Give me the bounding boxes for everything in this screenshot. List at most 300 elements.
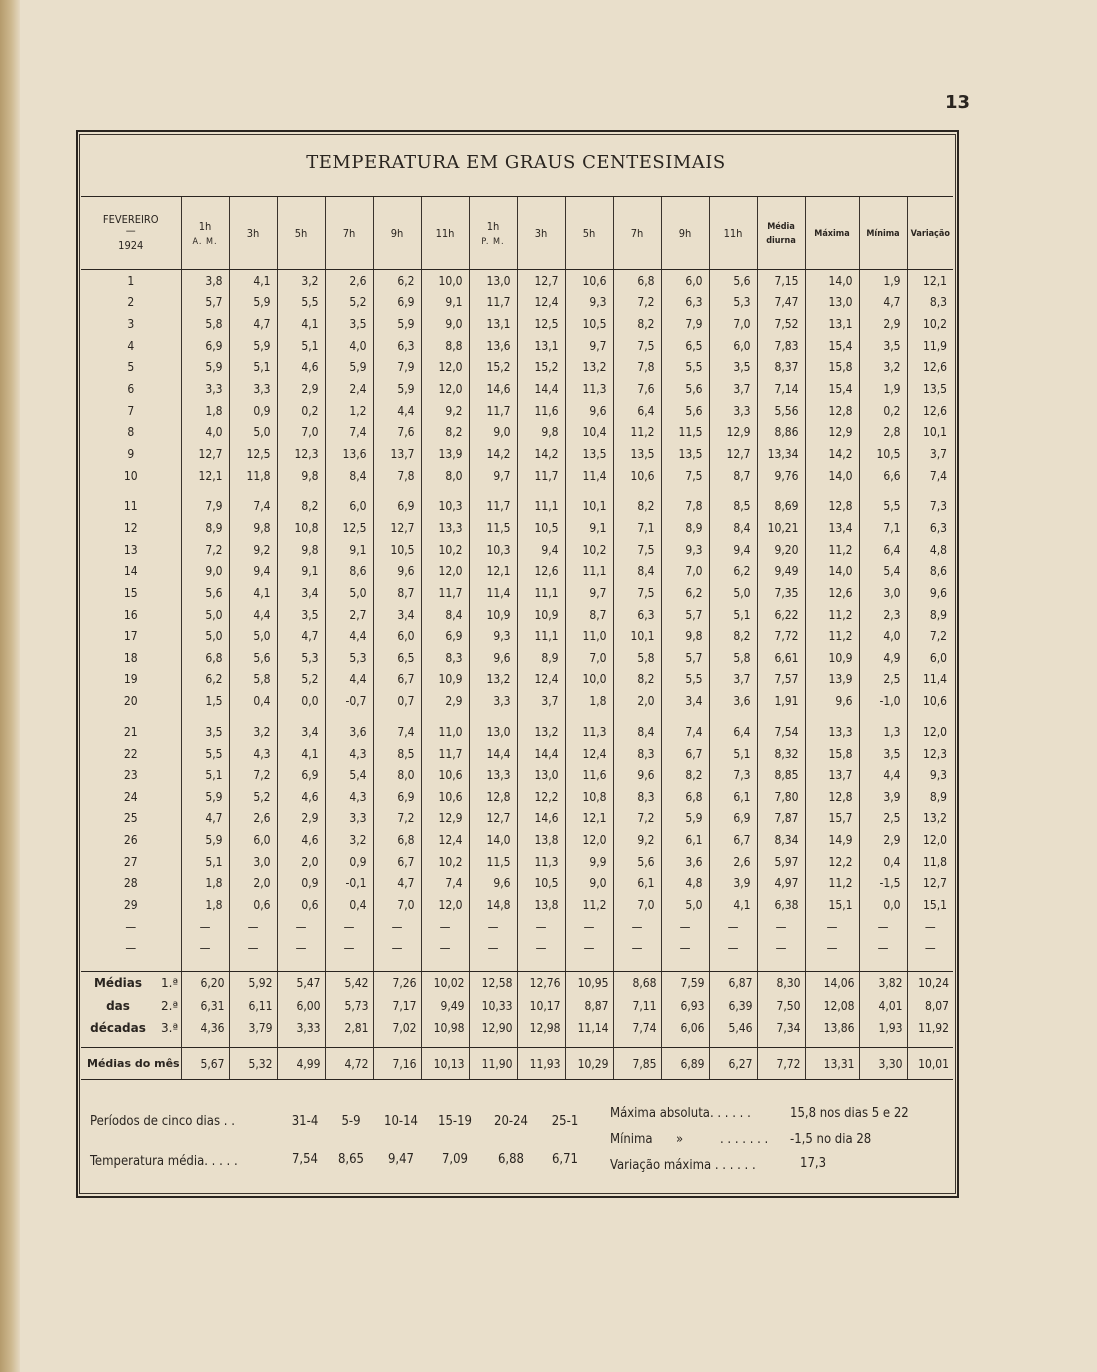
dash-cell: — bbox=[517, 937, 565, 959]
table-row bbox=[81, 443, 953, 465]
value-cell: -0,7 bbox=[325, 690, 373, 712]
value-cell: 5,7 bbox=[661, 604, 709, 626]
value-cell: 4,8 bbox=[661, 873, 709, 895]
value-cell: 5,46 bbox=[709, 1017, 757, 1039]
value-cell: 5,0 bbox=[181, 625, 229, 647]
value-cell: 3,3 bbox=[325, 808, 373, 830]
value-cell: 5,7 bbox=[181, 292, 229, 314]
value-cell: 12,0 bbox=[421, 560, 469, 582]
decade-mean-row bbox=[81, 995, 953, 1017]
value-cell: 11,1 bbox=[565, 560, 613, 582]
value-cell: 3,5 bbox=[859, 743, 907, 765]
value-cell: 5,1 bbox=[709, 743, 757, 765]
value-cell: 9,49 bbox=[757, 560, 805, 582]
value-cell: 11,8 bbox=[907, 851, 953, 873]
table-row bbox=[81, 465, 953, 487]
value-cell: 14,0 bbox=[469, 829, 517, 851]
value-cell: 13,0 bbox=[805, 292, 859, 314]
value-cell: 2,9 bbox=[859, 829, 907, 851]
value-cell: 7,34 bbox=[757, 1017, 805, 1039]
value-cell: 12,0 bbox=[421, 894, 469, 916]
value-cell: 11,3 bbox=[565, 378, 613, 400]
value-cell: 10,0 bbox=[421, 270, 469, 292]
value-cell: 5,9 bbox=[181, 829, 229, 851]
value-cell: 6,2 bbox=[709, 560, 757, 582]
table-row bbox=[81, 873, 953, 895]
value-cell: 7,87 bbox=[757, 808, 805, 830]
value-cell: 11,1 bbox=[517, 496, 565, 518]
value-cell: 5,73 bbox=[325, 995, 373, 1017]
value-cell: 4,99 bbox=[277, 1048, 325, 1080]
value-cell: 9,4 bbox=[517, 539, 565, 561]
value-cell: 10,5 bbox=[565, 313, 613, 335]
value-cell: 9,8 bbox=[277, 465, 325, 487]
value-cell: 13,7 bbox=[805, 764, 859, 786]
value-cell: 8,9 bbox=[907, 786, 953, 808]
value-cell: 12,5 bbox=[325, 517, 373, 539]
value-cell: 1,93 bbox=[859, 1017, 907, 1039]
value-cell: 3,3 bbox=[469, 690, 517, 712]
value-cell: 12,0 bbox=[907, 829, 953, 851]
value-cell: 13,3 bbox=[421, 517, 469, 539]
day-cell: 11 bbox=[123, 499, 138, 514]
value-cell: 11,90 bbox=[469, 1048, 517, 1080]
dash-cell: — bbox=[469, 937, 517, 959]
value-cell: 13,5 bbox=[565, 443, 613, 465]
value-cell: 6,3 bbox=[661, 292, 709, 314]
value-cell: 7,4 bbox=[661, 721, 709, 743]
hour-header: 7h bbox=[613, 197, 661, 270]
dash-cell: — bbox=[325, 916, 373, 938]
day-cell: 26 bbox=[123, 833, 138, 848]
value-cell: 6,3 bbox=[373, 335, 421, 357]
value-cell: 14,4 bbox=[517, 378, 565, 400]
table-row bbox=[81, 764, 953, 786]
value-cell: 12,2 bbox=[805, 851, 859, 873]
dash-cell: — bbox=[757, 937, 805, 959]
value-cell: 5,0 bbox=[325, 582, 373, 604]
value-cell: 12,1 bbox=[181, 465, 229, 487]
value-cell: 5,9 bbox=[229, 292, 277, 314]
value-cell: 9,6 bbox=[469, 647, 517, 669]
value-cell: 13,8 bbox=[517, 894, 565, 916]
value-cell: 5,6 bbox=[709, 270, 757, 292]
table-row bbox=[81, 894, 953, 916]
value-cell: 12,8 bbox=[805, 786, 859, 808]
value-cell: 2,9 bbox=[859, 313, 907, 335]
value-cell: 8,8 bbox=[421, 335, 469, 357]
temperature-table bbox=[81, 196, 953, 1080]
value-cell: 9,6 bbox=[373, 560, 421, 582]
value-cell: 13,5 bbox=[907, 378, 953, 400]
value-cell: 12,1 bbox=[469, 560, 517, 582]
hour-header: 3h bbox=[517, 197, 565, 270]
day-cell: 18 bbox=[123, 650, 138, 665]
value-cell: 12,8 bbox=[805, 496, 859, 518]
value-cell: 5,1 bbox=[277, 335, 325, 357]
value-cell: 5,1 bbox=[229, 357, 277, 379]
table-row bbox=[81, 560, 953, 582]
value-cell: 12,5 bbox=[517, 313, 565, 335]
value-cell: 6,22 bbox=[757, 604, 805, 626]
value-cell: 9,8 bbox=[661, 625, 709, 647]
value-cell: 7,83 bbox=[757, 335, 805, 357]
value-cell: 6,3 bbox=[907, 517, 953, 539]
value-cell: 13,86 bbox=[805, 1017, 859, 1039]
value-cell: 5,9 bbox=[373, 378, 421, 400]
value-cell: 13,2 bbox=[565, 357, 613, 379]
day-cell: 13 bbox=[123, 542, 138, 557]
value-cell: 8,37 bbox=[757, 357, 805, 379]
value-cell: 11,7 bbox=[421, 582, 469, 604]
day-cell: 4 bbox=[127, 338, 135, 353]
value-cell: 0,2 bbox=[859, 400, 907, 422]
value-cell: 7,80 bbox=[757, 786, 805, 808]
value-cell: 15,2 bbox=[517, 357, 565, 379]
value-cell: 12,9 bbox=[421, 808, 469, 830]
value-cell: 4,6 bbox=[277, 829, 325, 851]
value-cell: 7,11 bbox=[613, 995, 661, 1017]
value-cell: 6,4 bbox=[709, 721, 757, 743]
value-cell: 5,9 bbox=[661, 808, 709, 830]
value-cell: 9,6 bbox=[613, 764, 661, 786]
period-range: 15-19 bbox=[438, 1114, 472, 1129]
value-cell: 3,9 bbox=[709, 873, 757, 895]
value-cell: 7,5 bbox=[661, 465, 709, 487]
value-cell: 7,5 bbox=[613, 539, 661, 561]
value-cell: 3,5 bbox=[181, 721, 229, 743]
value-cell: 10,6 bbox=[565, 270, 613, 292]
day-cell: 29 bbox=[123, 897, 138, 912]
value-cell: 6,89 bbox=[661, 1048, 709, 1080]
value-cell: 12,08 bbox=[805, 995, 859, 1017]
value-cell: 7,0 bbox=[613, 894, 661, 916]
value-cell: 5,1 bbox=[181, 851, 229, 873]
dash-cell: — bbox=[613, 916, 661, 938]
value-cell: 9,3 bbox=[469, 625, 517, 647]
value-cell: 6,7 bbox=[373, 851, 421, 873]
hour-header: 3h bbox=[229, 197, 277, 270]
table-body bbox=[81, 270, 953, 1080]
value-cell: 11,92 bbox=[907, 1017, 953, 1039]
value-cell: 8,0 bbox=[421, 465, 469, 487]
value-cell: 7,57 bbox=[757, 669, 805, 691]
am-label: A. M. bbox=[192, 236, 218, 247]
value-cell: 8,6 bbox=[325, 560, 373, 582]
hour-header: 1h P. M. bbox=[469, 197, 517, 270]
value-cell: 6,06 bbox=[661, 1017, 709, 1039]
value-cell: 10,9 bbox=[517, 604, 565, 626]
value-cell: 4,1 bbox=[229, 582, 277, 604]
value-cell: 7,9 bbox=[661, 313, 709, 335]
value-cell: 4,3 bbox=[325, 786, 373, 808]
value-cell: 4,8 bbox=[907, 539, 953, 561]
value-cell: 6,1 bbox=[613, 873, 661, 895]
value-cell: 5,5 bbox=[661, 357, 709, 379]
value-cell: 10,5 bbox=[517, 873, 565, 895]
value-cell: 8,2 bbox=[709, 625, 757, 647]
value-cell: 8,3 bbox=[613, 743, 661, 765]
value-cell: 11,2 bbox=[805, 873, 859, 895]
value-cell: 4,01 bbox=[859, 995, 907, 1017]
value-cell: 11,2 bbox=[805, 625, 859, 647]
value-cell: 7,0 bbox=[565, 647, 613, 669]
page-number: 13 bbox=[944, 92, 970, 113]
value-cell: 6,2 bbox=[661, 582, 709, 604]
variation-max-label: Variação máxima . . . . . . bbox=[610, 1158, 756, 1173]
value-cell: 15,1 bbox=[805, 894, 859, 916]
value-cell: 1,8 bbox=[181, 894, 229, 916]
value-cell: 10,8 bbox=[565, 786, 613, 808]
value-cell: 5,92 bbox=[229, 972, 277, 995]
value-cell: 5,0 bbox=[181, 604, 229, 626]
table-row bbox=[81, 647, 953, 669]
dash-cell: — bbox=[181, 937, 229, 959]
decade-mean-row bbox=[81, 972, 953, 995]
period-temp: 6,88 bbox=[497, 1152, 525, 1167]
value-cell: 8,7 bbox=[373, 582, 421, 604]
value-cell: 6,9 bbox=[373, 786, 421, 808]
value-cell: 14,8 bbox=[469, 894, 517, 916]
value-cell: 10,5 bbox=[373, 539, 421, 561]
value-cell: 5,42 bbox=[325, 972, 373, 995]
value-cell: 5,6 bbox=[229, 647, 277, 669]
value-cell: 13,1 bbox=[805, 313, 859, 335]
value-cell: 7,1 bbox=[613, 517, 661, 539]
value-cell: 4,7 bbox=[373, 873, 421, 895]
table-row bbox=[81, 496, 953, 518]
value-cell: 9,2 bbox=[229, 539, 277, 561]
hour-header: 5h bbox=[277, 197, 325, 270]
value-cell: 1,8 bbox=[565, 690, 613, 712]
value-cell: 2,6 bbox=[229, 808, 277, 830]
value-cell: 2,5 bbox=[859, 808, 907, 830]
value-cell: 0,0 bbox=[859, 894, 907, 916]
value-cell: 6,38 bbox=[757, 894, 805, 916]
daily-mean-header: Média diurna bbox=[757, 197, 805, 270]
value-cell: 9,3 bbox=[565, 292, 613, 314]
value-cell: 14,6 bbox=[517, 808, 565, 830]
value-cell: 7,52 bbox=[757, 313, 805, 335]
value-cell: 3,7 bbox=[709, 669, 757, 691]
value-cell: 10,02 bbox=[421, 972, 469, 995]
book-spine bbox=[0, 0, 20, 1372]
table-row bbox=[81, 604, 953, 626]
periods-label: Períodos de cinco dias . . bbox=[90, 1114, 235, 1129]
min-value: -1,5 no dia 28 bbox=[790, 1132, 872, 1147]
value-cell: 7,72 bbox=[757, 625, 805, 647]
table-row bbox=[81, 292, 953, 314]
value-cell: 3,30 bbox=[859, 1048, 907, 1080]
value-cell: 8,4 bbox=[613, 721, 661, 743]
value-cell: 0,4 bbox=[229, 690, 277, 712]
value-cell: 4,72 bbox=[325, 1048, 373, 1080]
value-cell: 6,6 bbox=[859, 465, 907, 487]
value-cell: 6,0 bbox=[709, 335, 757, 357]
value-cell: 14,2 bbox=[517, 443, 565, 465]
value-cell: 10,2 bbox=[421, 851, 469, 873]
value-cell: 4,1 bbox=[277, 313, 325, 335]
value-cell: 6,31 bbox=[181, 995, 229, 1017]
value-cell: 11,3 bbox=[517, 851, 565, 873]
value-cell: 13,0 bbox=[469, 270, 517, 292]
day-cell: 5 bbox=[127, 360, 135, 375]
value-cell: 9,6 bbox=[565, 400, 613, 422]
value-cell: 7,0 bbox=[661, 560, 709, 582]
value-cell: 13,3 bbox=[805, 721, 859, 743]
value-cell: 8,68 bbox=[613, 972, 661, 995]
variation-max-value: 17,3 bbox=[800, 1156, 827, 1171]
value-cell: 12,6 bbox=[907, 357, 953, 379]
value-cell: 11,6 bbox=[517, 400, 565, 422]
value-cell: 6,4 bbox=[613, 400, 661, 422]
value-cell: 12,8 bbox=[805, 400, 859, 422]
value-cell: 4,7 bbox=[859, 292, 907, 314]
day-cell: 24 bbox=[123, 789, 138, 804]
value-cell: 4,7 bbox=[229, 313, 277, 335]
value-cell: 10,5 bbox=[517, 517, 565, 539]
value-cell: 9,4 bbox=[229, 560, 277, 582]
value-cell: 6,1 bbox=[661, 829, 709, 851]
value-cell: 6,0 bbox=[373, 625, 421, 647]
value-cell: 9,4 bbox=[709, 539, 757, 561]
value-cell: 1,9 bbox=[859, 270, 907, 292]
value-cell: 11,7 bbox=[469, 400, 517, 422]
value-cell: 10,6 bbox=[421, 786, 469, 808]
day-cell: 14 bbox=[123, 564, 138, 579]
value-cell: 5,97 bbox=[757, 851, 805, 873]
value-cell: 12,0 bbox=[421, 357, 469, 379]
value-cell: 7,3 bbox=[907, 496, 953, 518]
value-cell: 14,4 bbox=[469, 743, 517, 765]
period-temp: 6,71 bbox=[551, 1152, 579, 1167]
value-cell: 4,0 bbox=[859, 625, 907, 647]
dash-cell: — bbox=[565, 916, 613, 938]
value-cell: 5,8 bbox=[181, 313, 229, 335]
value-cell: 3,3 bbox=[181, 378, 229, 400]
value-cell: 6,39 bbox=[709, 995, 757, 1017]
value-cell: 8,4 bbox=[613, 560, 661, 582]
dash-cell: — bbox=[757, 916, 805, 938]
dash-cell: — bbox=[229, 937, 277, 959]
value-cell: 11,5 bbox=[469, 517, 517, 539]
value-cell: 12,3 bbox=[277, 443, 325, 465]
period-range: 10-14 bbox=[384, 1114, 418, 1129]
dash-cell: — bbox=[277, 937, 325, 959]
table-row bbox=[81, 721, 953, 743]
period-range: 31-4 bbox=[291, 1114, 319, 1129]
value-cell: 4,0 bbox=[181, 422, 229, 444]
value-cell: 13,5 bbox=[613, 443, 661, 465]
value-cell: 9,3 bbox=[661, 539, 709, 561]
value-cell: 11,1 bbox=[517, 625, 565, 647]
value-cell: 7,5 bbox=[613, 335, 661, 357]
min-dots: . . . . . . . bbox=[720, 1132, 769, 1147]
value-cell: 1,9 bbox=[859, 378, 907, 400]
value-cell: 6,61 bbox=[757, 647, 805, 669]
value-cell: 5,1 bbox=[709, 604, 757, 626]
month-label: FEVEREIRO bbox=[102, 213, 159, 226]
value-cell: 11,2 bbox=[805, 604, 859, 626]
value-cell: 3,0 bbox=[229, 851, 277, 873]
dash-cell: — bbox=[907, 916, 953, 938]
value-cell: 3,4 bbox=[373, 604, 421, 626]
dash-cell: — bbox=[125, 919, 137, 934]
value-cell: 3,4 bbox=[661, 690, 709, 712]
value-cell: 10,4 bbox=[565, 422, 613, 444]
value-cell: 8,2 bbox=[421, 422, 469, 444]
value-cell: 6,9 bbox=[277, 764, 325, 786]
value-cell: 12,1 bbox=[565, 808, 613, 830]
day-cell: 25 bbox=[123, 811, 138, 826]
value-cell: 9,6 bbox=[805, 690, 859, 712]
value-cell: 3,2 bbox=[277, 270, 325, 292]
value-cell: 7,6 bbox=[373, 422, 421, 444]
value-cell: 13,9 bbox=[805, 669, 859, 691]
day-cell: 9 bbox=[127, 446, 135, 461]
value-cell: 5,8 bbox=[613, 647, 661, 669]
decade-label: Médias 1.ª bbox=[93, 976, 179, 991]
day-cell: 23 bbox=[123, 768, 138, 783]
value-cell: 3,6 bbox=[709, 690, 757, 712]
value-cell: 0,7 bbox=[373, 690, 421, 712]
value-cell: 3,7 bbox=[709, 378, 757, 400]
value-cell: 3,33 bbox=[277, 1017, 325, 1039]
value-cell: 9,9 bbox=[565, 851, 613, 873]
dash-cell: — bbox=[907, 937, 953, 959]
value-cell: 6,5 bbox=[661, 335, 709, 357]
page-title: TEMPERATURA EM GRAUS CENTESIMAIS bbox=[306, 152, 726, 173]
value-cell: 13,6 bbox=[325, 443, 373, 465]
decade-gap bbox=[81, 486, 953, 495]
day-cell: 3 bbox=[127, 317, 135, 332]
value-cell: 7,74 bbox=[613, 1017, 661, 1039]
value-cell: 12,9 bbox=[709, 422, 757, 444]
value-cell: 3,2 bbox=[325, 829, 373, 851]
period-temp: 7,09 bbox=[441, 1152, 469, 1167]
value-cell: 12,2 bbox=[517, 786, 565, 808]
value-cell: 12,0 bbox=[907, 721, 953, 743]
value-cell: 7,54 bbox=[757, 721, 805, 743]
value-cell: 7,0 bbox=[709, 313, 757, 335]
value-cell: 9,8 bbox=[277, 539, 325, 561]
value-cell: 14,2 bbox=[805, 443, 859, 465]
value-cell: 6,0 bbox=[907, 647, 953, 669]
day-cell: 12 bbox=[123, 520, 138, 535]
value-cell: 5,6 bbox=[181, 582, 229, 604]
value-cell: 7,2 bbox=[613, 292, 661, 314]
value-cell: 8,9 bbox=[907, 604, 953, 626]
value-cell: 0,2 bbox=[277, 400, 325, 422]
value-cell: 6,7 bbox=[373, 669, 421, 691]
value-cell: 13,0 bbox=[469, 721, 517, 743]
value-cell: 8,87 bbox=[565, 995, 613, 1017]
table-row bbox=[81, 357, 953, 379]
value-cell: 10,6 bbox=[421, 764, 469, 786]
table-row bbox=[81, 829, 953, 851]
value-cell: 10,9 bbox=[805, 647, 859, 669]
value-cell: 8,32 bbox=[757, 743, 805, 765]
dash-cell: — bbox=[421, 916, 469, 938]
table-row bbox=[81, 517, 953, 539]
value-cell: 12,4 bbox=[517, 292, 565, 314]
value-cell: 10,0 bbox=[565, 669, 613, 691]
value-cell: 2,6 bbox=[325, 270, 373, 292]
value-cell: 8,5 bbox=[373, 743, 421, 765]
value-cell: 7,47 bbox=[757, 292, 805, 314]
table-row bbox=[81, 335, 953, 357]
value-cell: 1,8 bbox=[181, 873, 229, 895]
